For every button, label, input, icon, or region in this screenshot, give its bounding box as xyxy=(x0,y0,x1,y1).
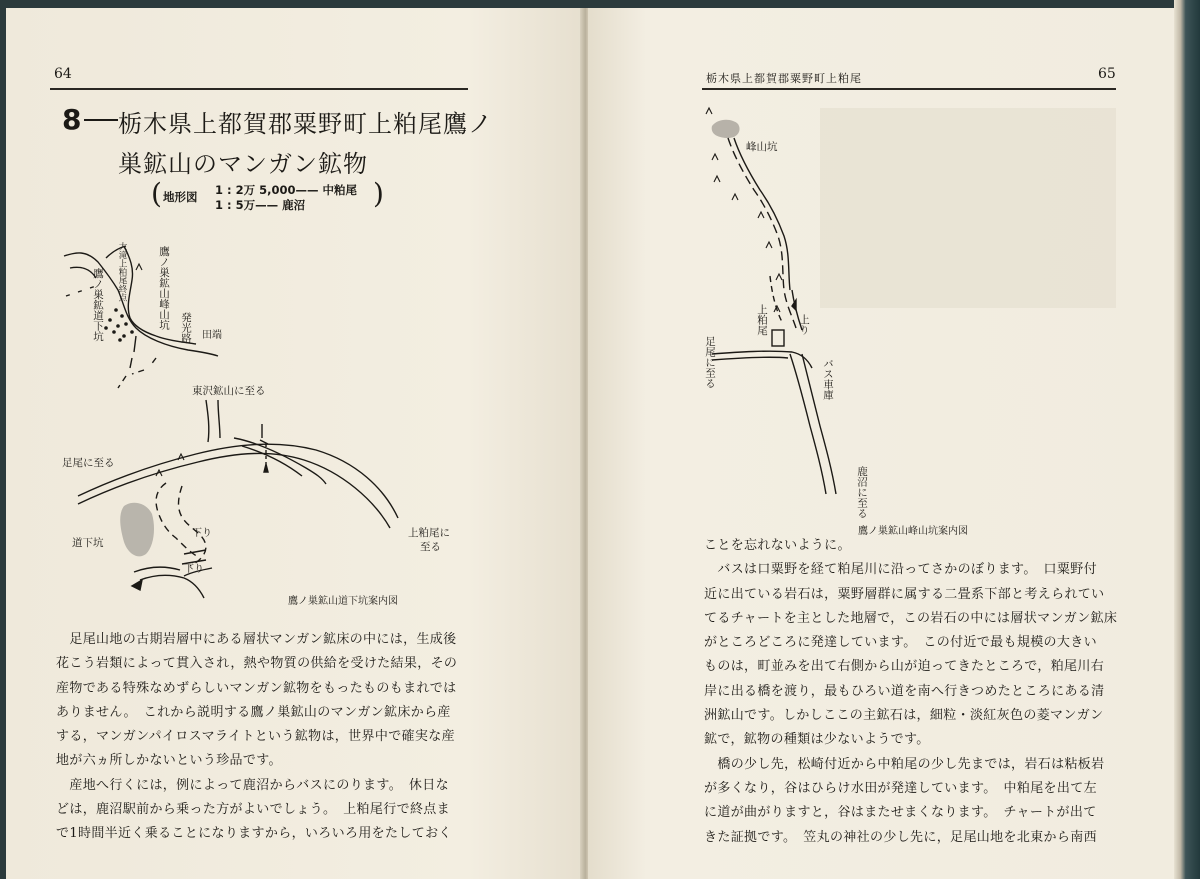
left-text-line: 花こう岩類によって貫入され，熱や物質の供給を受けた結果，その xyxy=(56,656,458,672)
michishita-mine-area xyxy=(120,503,154,557)
map-label-michishita-mine: 道下坑 xyxy=(72,537,104,549)
map-label-nobori: 上り xyxy=(798,314,810,335)
right-text-line: きた証拠です。 笠丸の神社の少し先に，足尾山地を北東から南西 xyxy=(704,829,1097,845)
map-label-kanuma: 鹿沼に至る xyxy=(856,466,868,519)
left-body-text xyxy=(56,628,457,847)
chapter-title-line1: 栃木県上都賀郡粟野町上粕尾鷹ノ xyxy=(118,110,493,138)
topo-scale-2: 1 : 5万—— 鹿沼 xyxy=(215,198,306,212)
bus-depot-symbol xyxy=(772,330,784,346)
header-rule-right xyxy=(702,88,1116,90)
running-head: 栃木県上都賀郡粟野町上粕尾 xyxy=(706,72,862,85)
left-text-line: 地が六ヵ所しかないという珍品です。 xyxy=(56,753,282,769)
right-page xyxy=(588,8,1174,879)
right-text-line: が多くなり，谷はひらけ水田が発達しています。 中粕尾を出て左 xyxy=(704,780,1097,796)
map-label-ashio: 足尾に至る xyxy=(62,457,115,469)
map-label-otaki-vertical: 大滝上粕尾終点 xyxy=(117,242,127,302)
book-edge xyxy=(1174,0,1200,879)
right-text-line: 岸に出る橋を渡り，最もひろい道を南へ行きつめたところにある清 xyxy=(704,683,1105,699)
map-label-bus-depot: バス車庫 xyxy=(822,358,834,400)
right-text-line: バスは口粟野を経て粕尾川に沿ってさかのぼります。 口粟野付 xyxy=(704,562,1097,578)
map-label-kamikasuo-2: 至る xyxy=(420,541,441,553)
chapter-title-line2: 巣鉱山のマンガン鉱物 xyxy=(118,150,368,178)
mineyama-route-map xyxy=(698,104,998,534)
right-text-line: てるチャートを主とした地層で，この岩石の中には層状マンガン鉱床 xyxy=(704,610,1118,626)
left-text-line: で1時間半近く乗ることになりますから，いろいろ用をたしておく xyxy=(56,826,452,842)
chapter-number: 8 xyxy=(62,103,82,136)
topo-label: 地形図 xyxy=(163,190,198,204)
map-label-kamikasuo-1: 上粕尾に xyxy=(408,527,450,539)
header-rule-left xyxy=(50,88,468,90)
map-label-hakkoji: 発光路 xyxy=(180,312,192,344)
right-map-caption: 鷹ノ巣鉱山峰山坑案内図 xyxy=(858,526,968,537)
left-text-line: 産物である特殊なめずらしいマンガン鉱物をもったものもまれでは xyxy=(56,680,457,696)
right-text-line: ものは，町並みを出て右側から山が迫ってきたところで，粕尾川右 xyxy=(704,659,1105,675)
page-number-right: 65 xyxy=(1098,66,1116,82)
map-label-michishita-vertical: 鷹ノ巣鉱道下坑 xyxy=(92,268,104,342)
right-body-text xyxy=(704,534,1117,850)
map-label-kamikasuo: 上粕尾 xyxy=(756,304,768,336)
right-text-line: ことを忘れないように。 xyxy=(704,538,851,553)
right-text-line: がところどころに発達しています。 この付近で最も規模の大きい xyxy=(704,635,1097,651)
map-label-ashio-right: 足尾に至る xyxy=(704,336,716,389)
map-label-kudari-2: 下り xyxy=(184,564,204,575)
chapter-dash xyxy=(84,119,118,121)
left-page xyxy=(6,8,584,879)
mineyama-mine-area xyxy=(712,120,740,138)
right-text-line: 近に出ている岩石は，粟野層群に属する二畳系下部と考えられてい xyxy=(704,586,1105,602)
left-map-caption: 鷹ノ巣鉱山道下坑案内図 xyxy=(288,596,398,607)
topo-map-reference xyxy=(151,177,391,212)
left-text-line: ありません。 これから説明する鷹ノ巣鉱山のマンガン鉱床から産 xyxy=(56,704,451,720)
right-text-line: 鉱で，鉱物の種類は少ないようです。 xyxy=(704,732,930,748)
page-number-left: 64 xyxy=(54,66,72,82)
left-text-line: 足尾山地の古期岩層中にある層状マンガン鉱床の中には，生成後 xyxy=(56,632,457,647)
left-text-line: する，マンガンパイロスマライトという鉱物は，世界中で確実な産 xyxy=(56,729,455,745)
paren-close: ) xyxy=(373,177,384,210)
map-label-mineyama: 峰山坑 xyxy=(746,141,778,153)
map-label-higashizawa: 東沢鉱山に至る xyxy=(192,385,266,397)
left-text-line: 産地へ行くには，例によって鹿沼からバスにのります。 休日な xyxy=(56,777,449,793)
topo-scale-1: 1 : 2万 5,000—— 中粕尾 xyxy=(215,183,357,197)
map-label-kudari-1: 下り xyxy=(192,528,212,539)
right-text-line: に道が曲がりますと，谷はまたせまくなります。 チャートが出て xyxy=(704,805,1097,821)
right-text-line: 橋の少し先，松崎付近から中粕尾の少し先までは，岩石は粘板岩 xyxy=(704,756,1105,772)
paren-open: ( xyxy=(151,177,162,210)
michishita-route-map xyxy=(6,228,566,648)
right-text-line: 洲鉱山です。しかしここの主鉱石は，細粒・淡紅灰色の菱マンガン xyxy=(704,708,1104,724)
left-text-line: どは，鹿沼駅前から乗った方がよいでしょう。 上粕尾行で終点ま xyxy=(56,802,451,818)
map-label-mineyama-vertical: 鷹ノ巣鉱山峰山坑 xyxy=(158,246,170,330)
map-label-taba: 田端 xyxy=(202,330,222,341)
